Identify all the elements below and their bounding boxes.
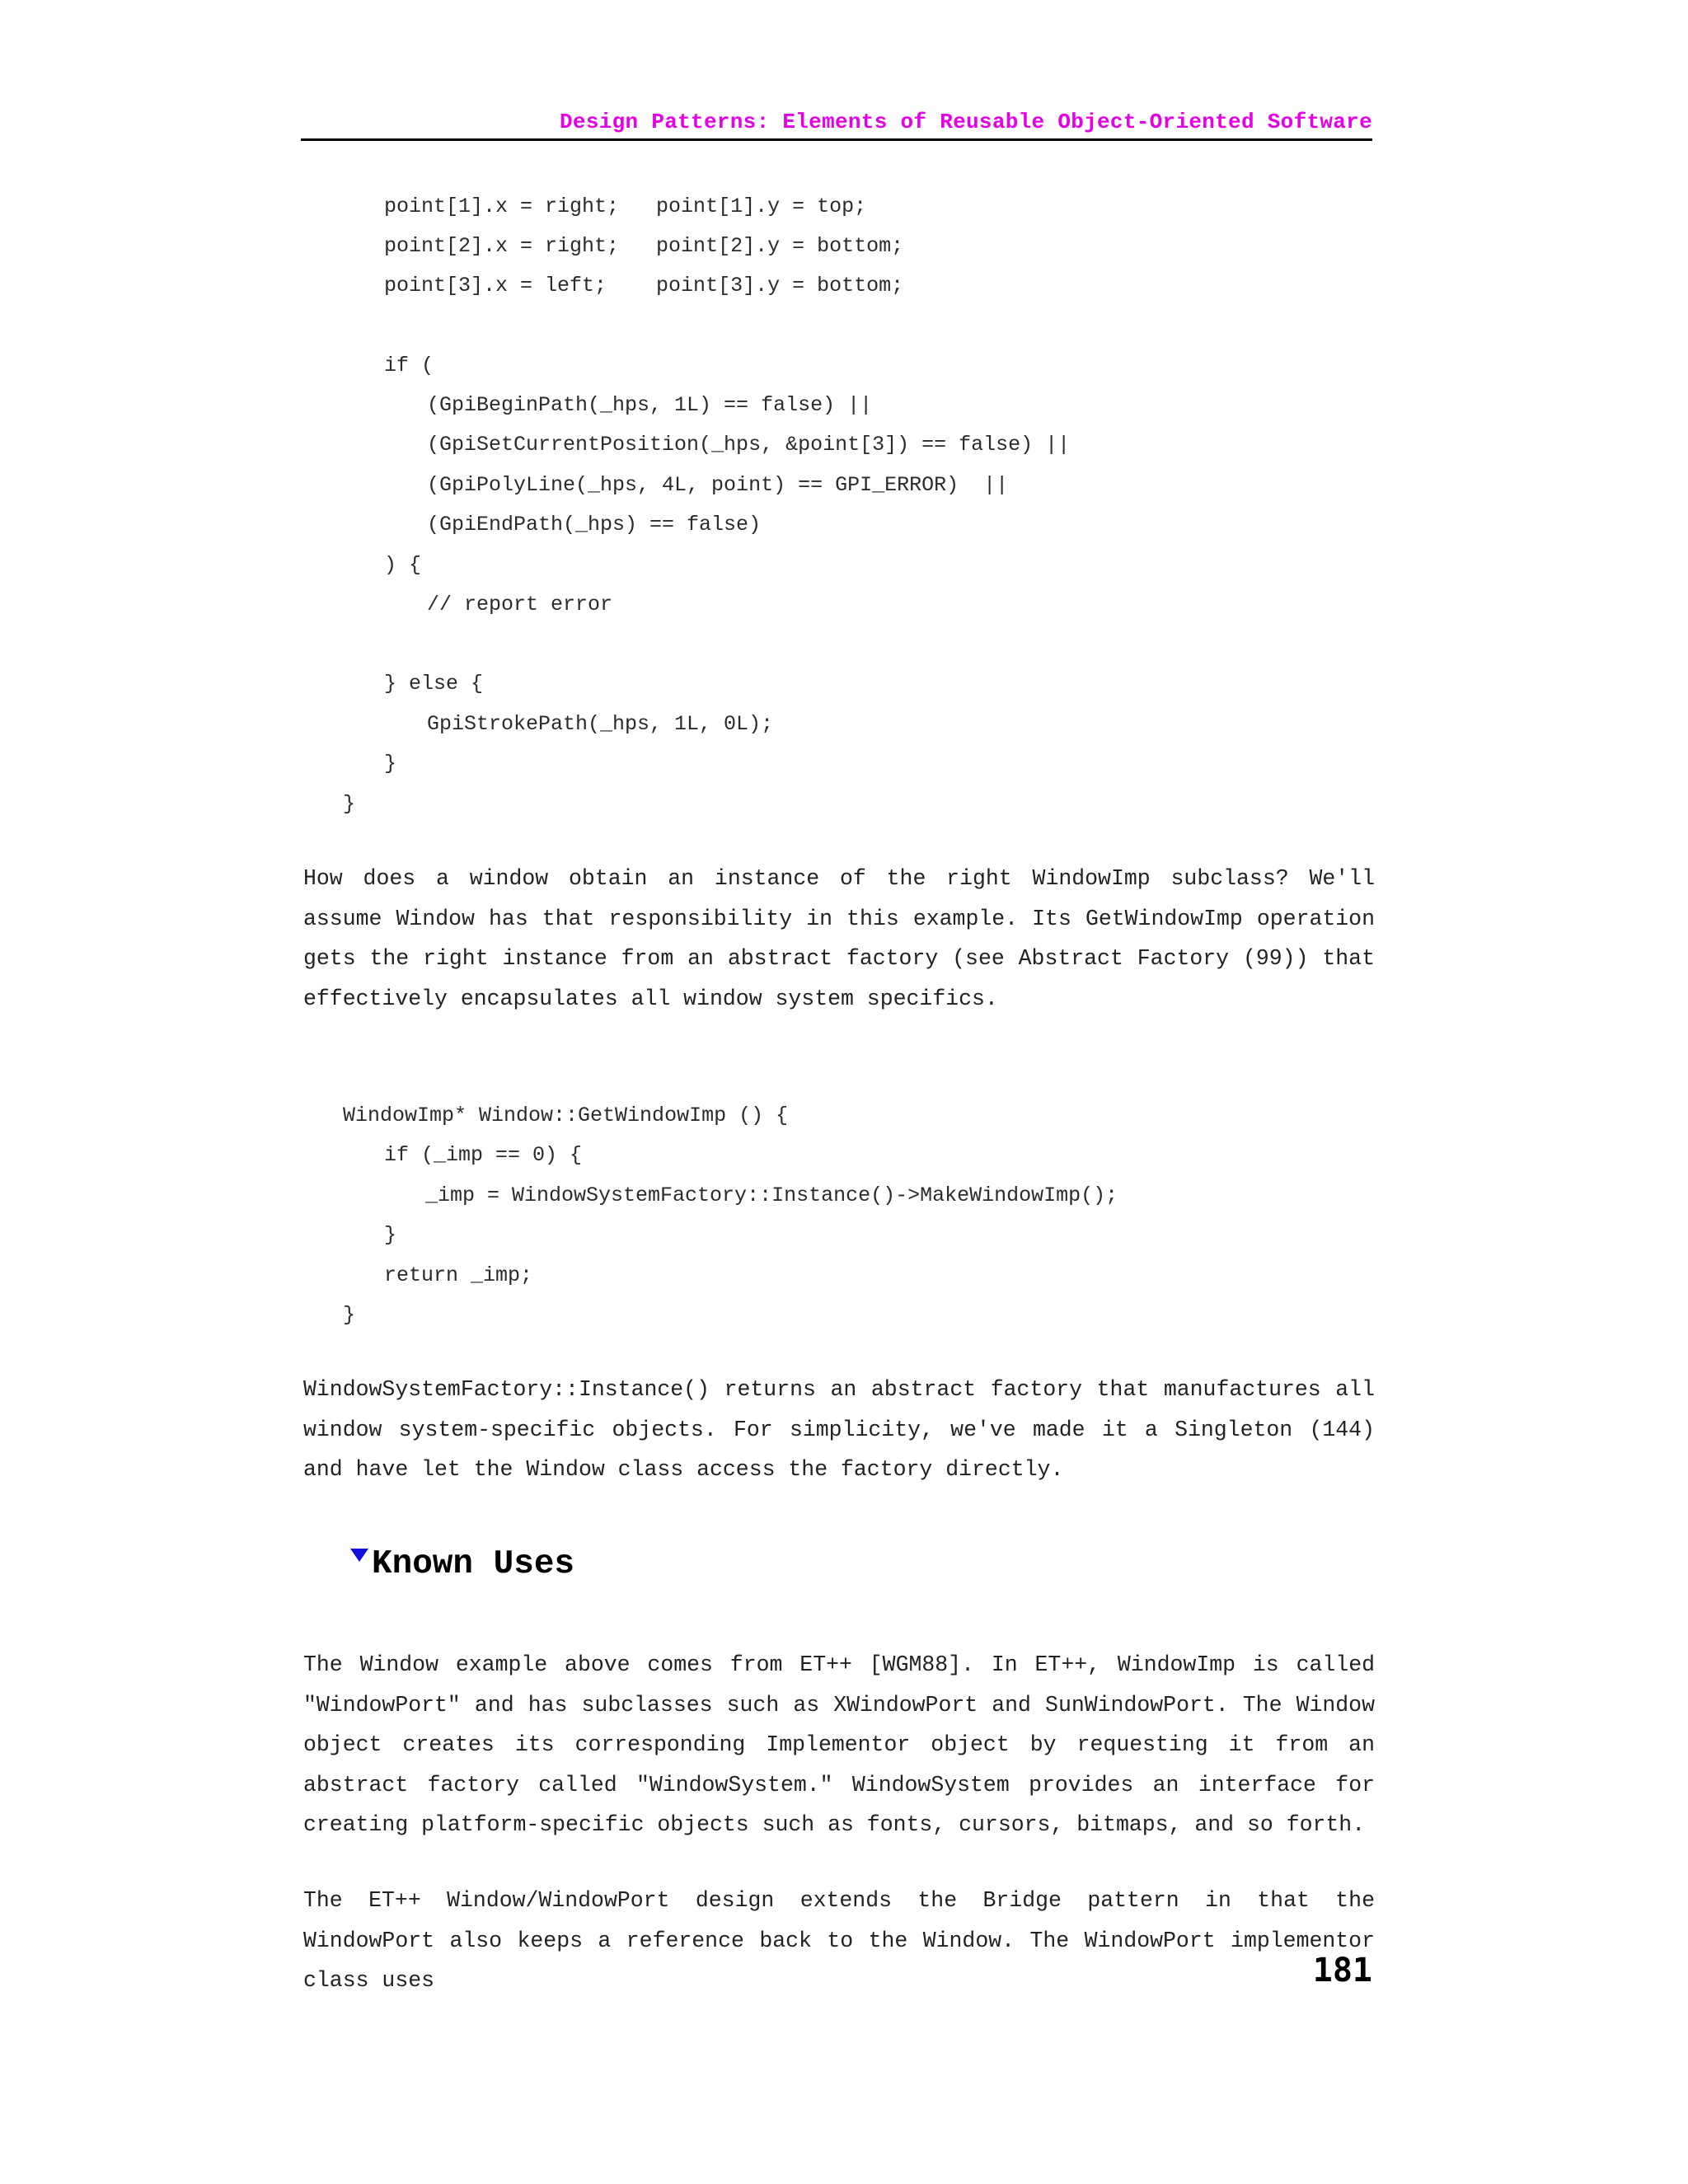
code-line: _imp = WindowSystemFactory::Instance()->MakeWindowImp(); [425,1183,1118,1207]
page-number: 181 [1312,1952,1372,1990]
code-line: } [384,752,397,776]
code-line: point[2].x = right; point[2].y = bottom; [384,234,904,258]
section-marker-icon [350,1549,368,1562]
code-line: // report error [427,593,613,616]
paragraph-factory-instance: WindowSystemFactory::Instance() returns an abstract factory that manufactures all window system-specific objects. For simplicity, we've made it a Singleton (144) and have let the Window class access the factory directly. [303,1377,1375,1482]
code-line: return _imp; [384,1263,533,1287]
code-line: (GpiEndPath(_hps) == false) [427,513,762,537]
code-line: point[1].x = right; point[1].y = top; [384,194,867,218]
paragraph-et-window: The Window example above comes from ET++ [WGM88]. In ET++, WindowImp is called "WindowPort" and has subclasses such as XWindowPort and SunWindowPort. The Window object creates its corresponding Implementor object by requesting it from an abstract factory called "WindowSystem." WindowSystem provides an interface for creating platform-specific objects such as fonts, cursors, bitmaps, and so forth. [303,1652,1375,1837]
section-heading-known-uses [350,1545,574,1583]
code-line: } [343,1303,356,1327]
code-line: (GpiPolyLine(_hps, 4L, point) == GPI_ERROR) || [427,473,1009,497]
code-line: point[3].x = left; point[3].y = bottom; [384,274,904,298]
code-line: } else { [384,672,484,696]
paragraph-et-bridge: The ET++ Window/WindowPort design extends the Bridge pattern in that the WindowPort also keeps a reference back to the Window. The WindowPort implementor class uses [303,1888,1375,1993]
section-title: Known Uses [372,1545,575,1583]
code-line: if (_imp == 0) { [384,1143,583,1167]
paragraph-window-imp: How does a window obtain an instance of the right WindowImp subclass? We'll assume Window has that responsibility in this example. Its GetWindowImp operation gets the right instance from an abstract factory (see Abstract Factory (99)) that effectively encapsulates all window system specifics. [303,866,1375,1011]
code-line: ) { [384,553,422,577]
code-line: } [384,1223,397,1247]
code-line: } [343,792,356,816]
code-line: (GpiSetCurrentPosition(_hps, &point[3]) == false) || [427,433,1071,457]
code-line: (GpiBeginPath(_hps, 1L) == false) || [427,393,873,417]
header-rule [301,138,1372,141]
running-header: Design Patterns: Elements of Reusable Object-Oriented Software [560,110,1372,134]
code-line: if ( [384,354,434,377]
code-line: GpiStrokePath(_hps, 1L, 0L); [427,712,774,736]
code-line: WindowImp* Window::GetWindowImp () { [343,1104,789,1127]
